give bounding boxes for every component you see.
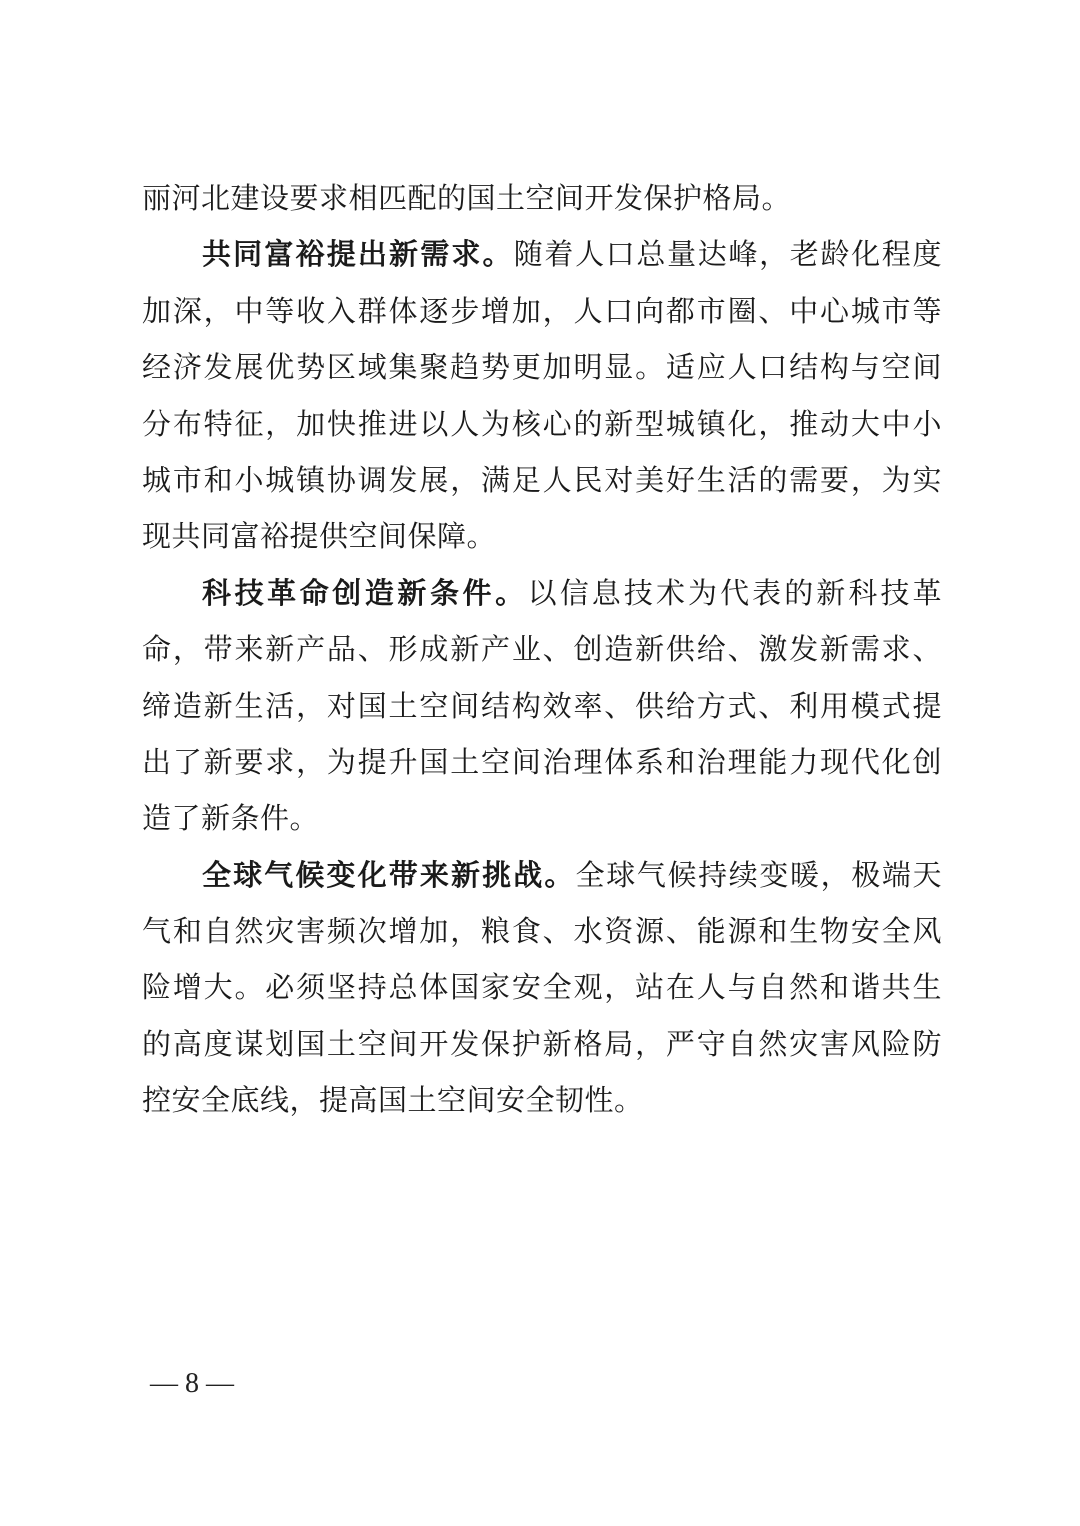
paragraph-first-line — [142, 847, 942, 903]
paragraph-line: 丽河北建设要求相匹配的国土空间开发保护格局。 — [142, 181, 792, 215]
paragraph-line-text: 全球气候持续变暖，极端天 — [575, 857, 942, 892]
paragraph-line: 分布特征，加快推进以人为核心的新型城镇化，推动大中小 — [142, 406, 942, 441]
page-number: — 8 — — [150, 1368, 234, 1399]
paragraph-line: 加深，中等收入群体逐步增加，人口向都市圈、中心城市等 — [142, 293, 942, 328]
paragraph-line: 控安全底线，提高国土空间安全韧性。 — [142, 1083, 644, 1118]
paragraph-common-prosperity — [142, 226, 942, 564]
paragraph-line: 城市和小城镇协调发展，满足人民对美好生活的需要，为实 — [142, 462, 942, 497]
paragraph-line: 出了新要求，为提升国土空间治理体系和治理能力现代化创 — [142, 744, 942, 779]
paragraph-first-line — [142, 565, 942, 621]
paragraph-line: 的高度谋划国土空间开发保护新格局，严守自然灾害风险防 — [142, 1026, 942, 1061]
paragraph-first-line — [142, 226, 942, 282]
paragraph-line: 命，带来新产品、形成新产业、创造新供给、激发新需求、 — [142, 632, 942, 667]
paragraph-line-text: 随着人口总量达峰，老龄化程度 — [513, 237, 942, 272]
document-body — [142, 170, 942, 1129]
paragraph-line: 现共同富裕提供空间保障。 — [142, 519, 497, 554]
paragraph-tech-revolution — [142, 565, 942, 847]
paragraph-line: 气和自然灾害频次增加，粮食、水资源、能源和生物安全风 — [142, 914, 942, 949]
paragraph-line: 经济发展优势区域集聚趋势更加明显。适应人口结构与空间 — [142, 350, 942, 385]
paragraph-lead-heading: 全球气候变化带来新挑战。 — [202, 857, 576, 892]
paragraph-climate-change — [142, 847, 942, 1129]
paragraph-line-text: 以信息技术为代表的新科技革 — [527, 575, 942, 610]
paragraph-lead-heading: 科技革命创造新条件。 — [202, 575, 528, 610]
paragraph-lead-heading: 共同富裕提出新需求。 — [202, 237, 514, 272]
paragraph-line: 造了新条件。 — [142, 801, 320, 836]
paragraph-continuation — [142, 170, 942, 226]
paragraph-line: 险增大。必须坚持总体国家安全观，站在人与自然和谐共生 — [142, 970, 942, 1005]
paragraph-line: 缔造新生活，对国土空间结构效率、供给方式、利用模式提 — [142, 688, 942, 723]
